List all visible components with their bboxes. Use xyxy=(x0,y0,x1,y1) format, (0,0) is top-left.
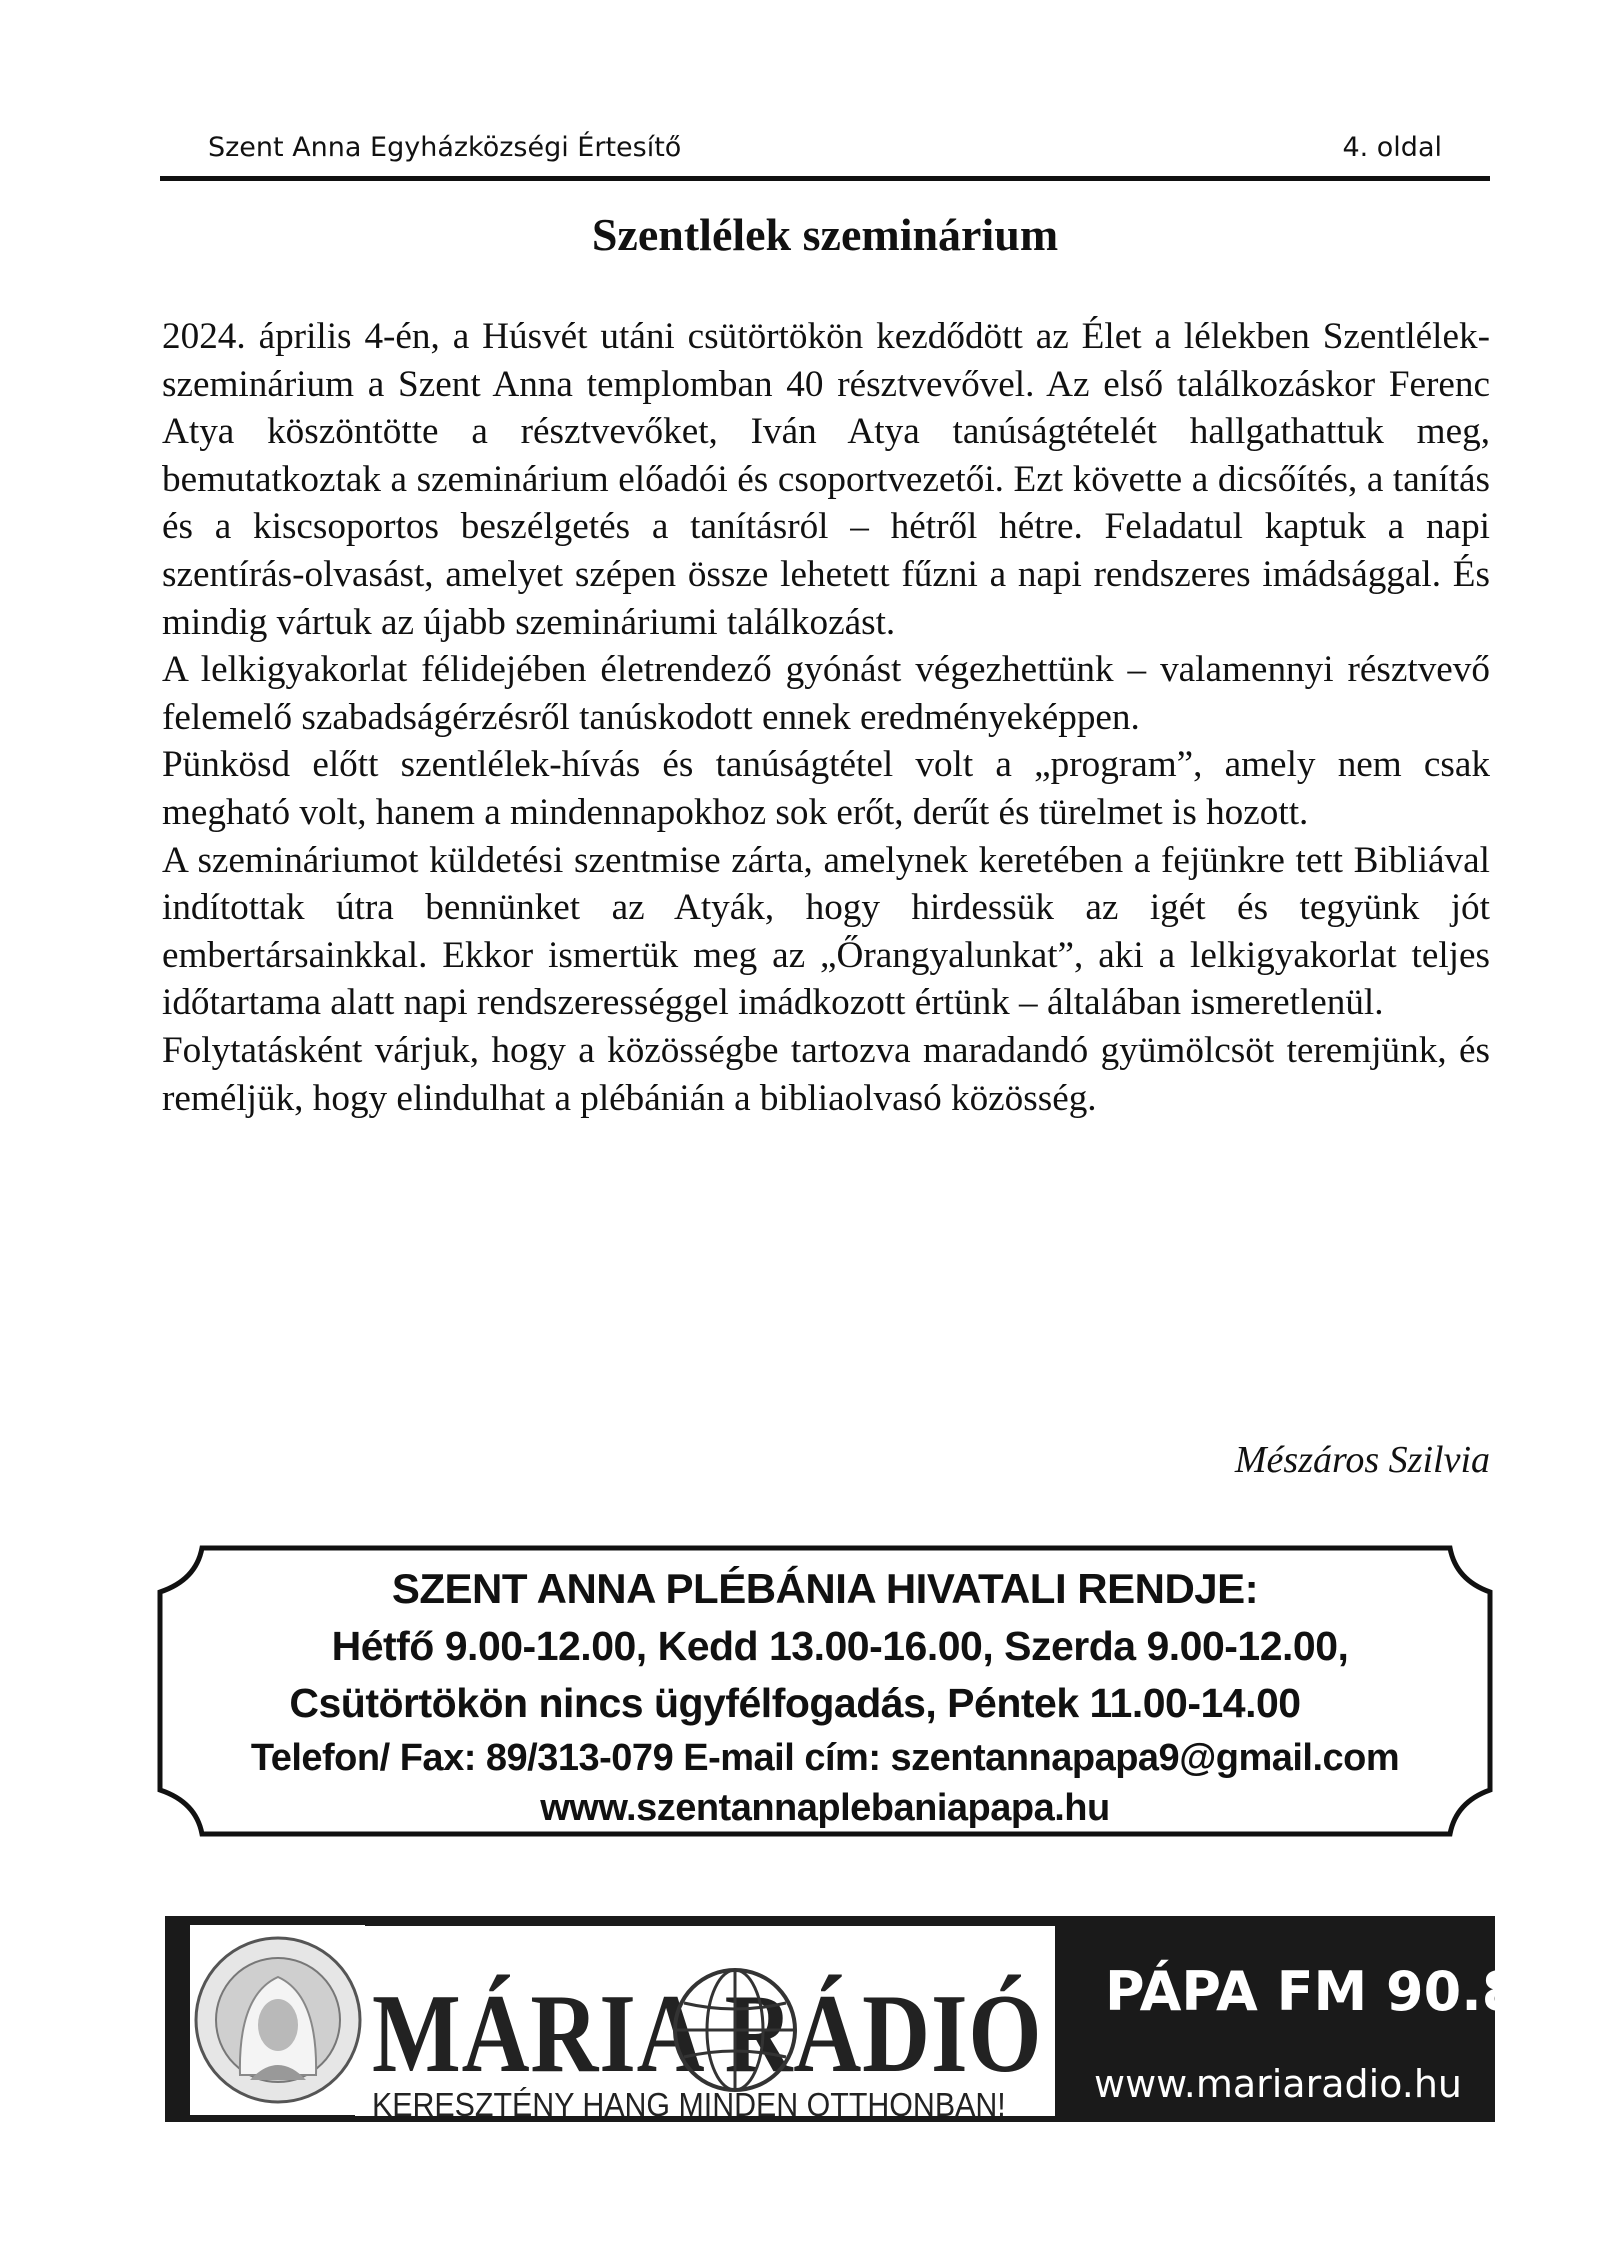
madonna-medallion-icon xyxy=(190,1925,365,2115)
radio-frequency: PÁPA FM 90.8 xyxy=(1105,1960,1520,2023)
page-number: 4. oldal xyxy=(1342,132,1442,163)
globe-icon xyxy=(670,1965,800,2095)
radio-slogan: KERESZTÉNY HANG MINDEN OTTHONBAN! xyxy=(372,2086,1006,2123)
article-title: Szentlélek szeminárium xyxy=(591,209,1059,260)
office-hours-line-2: Csütörtökön nincs ügyfélfogadás, Péntek 11.00-14.00 xyxy=(289,1680,1301,1726)
article-paragraph-3: Pünkösd előtt szentlélek-hívás és tanúságtétel volt a „program”, amely nem csak megható volt, hanem a mindennapokhoz sok erőt, derűt és türelmet is hozott. xyxy=(162,744,1490,833)
maria-radio-logo: MÁRIA RÁDIÓ xyxy=(372,1972,1043,2096)
office-hours-box xyxy=(150,1560,1500,1831)
office-website: www.szentannaplebaniapapa.hu xyxy=(540,1787,1110,1829)
article-paragraph-2: A lelkigyakorlat félidejében életrendező gyónást végezhettünk – valamennyi résztvevő felemelő szabadságérzésről tanúskodott ennek eredményeképpen. xyxy=(162,649,1490,738)
page-header xyxy=(160,128,1490,181)
article-paragraph-1: 2024. április 4-én, a Húsvét utáni csütörtökön kezdődött az Élet a lélekben Szentlélek-szeminárium a Szent Anna templomban 40 résztvevővel. Az első találkozáskor Ferenc Atya köszöntötte a résztvevőket, Iván Atya tanúságtételét hallgathattuk meg, bemutatkoztak a szeminárium előadói és csoportvezetői. Ezt követte a dicsőítés, a tanítás és a kiscsoportos beszélgetés a tanításról – hétről hétre. Feladatul kaptuk a napi szentírás-olvasást, amelyet szépen össze lehetett fűzni a napi rendszeres imádsággal. És mindig vártuk az újabb szemináriumi találkozást. xyxy=(162,316,1490,643)
article-author: Mészáros Szilvia xyxy=(1234,1439,1490,1481)
office-hours-line-1: Hétfő 9.00-12.00, Kedd 13.00-16.00, Szerda 9.00-12.00, xyxy=(331,1623,1349,1669)
article-paragraph-5: Folytatásként várjuk, hogy a közösségbe tartozva maradandó gyümölcsöt teremjünk, és reméljük, hogy elindulhat a plébánián a bibliaolvasó közösség. xyxy=(162,1029,1490,1119)
publication-title: Szent Anna Egyházközségi Értesítő xyxy=(208,132,682,163)
article-paragraph-4: A szemináriumot küldetési szentmise zárta, amelynek keretében a fejünkre tett Bibliával indítottak útra bennünket az Atyák, hogy hirdessük az igét és tegyünk jót embertársainkkal. Ekkor ismertük meg az „Őrangyalunkat”, aki a lelkigyakorlat teljes időtartama alatt napi rendszerességgel imádkozott értünk – általában ismeretlenül. xyxy=(162,839,1490,1024)
radio-url: www.mariaradio.hu xyxy=(1094,2062,1463,2106)
article-body xyxy=(162,313,1490,1122)
office-heading: SZENT ANNA PLÉBÁNIA HIVATALI RENDJE: xyxy=(391,1565,1259,1612)
office-contact: Telefon/ Fax: 89/313-079 E-mail cím: szentannapapa9@gmail.com xyxy=(250,1737,1400,1779)
